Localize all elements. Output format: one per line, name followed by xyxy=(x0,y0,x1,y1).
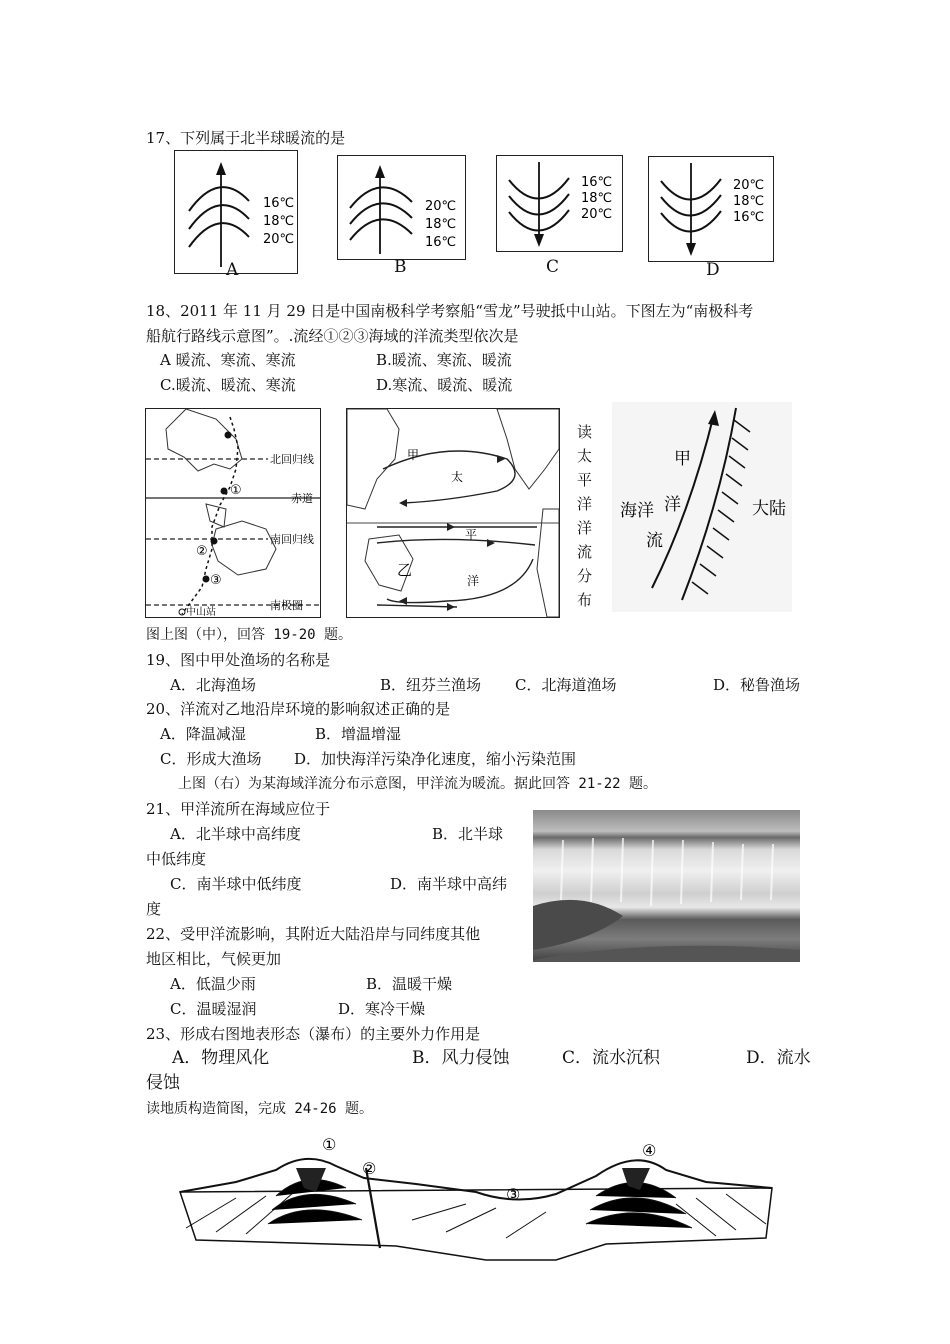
q17-label-d: D xyxy=(706,260,720,280)
map-right-jia: 甲 xyxy=(674,449,691,469)
geo-label-2: ② xyxy=(362,1159,377,1178)
q17-a-temp-1: 16℃ xyxy=(263,196,295,211)
q17-label-b: B xyxy=(394,257,407,277)
map-right-ocean: 海洋 xyxy=(620,501,654,521)
geologic-graphic xyxy=(176,1128,776,1262)
coastal-current-graphic xyxy=(612,402,792,612)
q19-20-intro: 图上图（中），回答 19-20 题。 xyxy=(146,627,353,643)
geologic-structure-diagram xyxy=(176,1128,776,1262)
q23-option-b: B．风力侵蚀 xyxy=(412,1048,510,1068)
q17-stem: 17、下列属于北半球暖流的是 xyxy=(146,129,346,147)
marker-1: ① xyxy=(230,483,242,498)
q21-stem: 21、甲洋流所在海域应位于 xyxy=(146,800,331,818)
geo-label-3: ③ xyxy=(506,1185,521,1204)
q19-option-d: D．秘鲁渔场 xyxy=(713,676,801,694)
q19-option-c: C．北海道渔场 xyxy=(515,676,617,694)
map-mid-tai: 太 xyxy=(451,470,464,484)
pacific-map-graphic xyxy=(347,409,559,617)
q17-c-temp-1: 16℃ xyxy=(581,175,613,190)
q18-line-1: 18、2011 年 11 月 29 日是中国南极科学考察船“雪龙”号驶抵中山站。下图左为“南极科考 xyxy=(146,302,754,320)
q17-c-temp-3: 20℃ xyxy=(581,207,613,222)
q21-22-intro: 上图（右）为某海域洋流分布示意图，甲洋流为暖流。据此回答 21-22 题。 xyxy=(178,776,657,792)
q17-d-temp-3: 16℃ xyxy=(733,210,765,225)
pacific-currents-map xyxy=(346,408,560,618)
q19-option-b: B．纽芬兰渔场 xyxy=(380,676,482,694)
q17-d-temp-1: 20℃ xyxy=(733,178,765,193)
q21-option-b-cont: 中低纬度 xyxy=(146,850,207,868)
q20-stem: 20、洋流对乙地沿岸环境的影响叙述正确的是 xyxy=(146,700,451,718)
q17-c-temp-2: 18℃ xyxy=(581,191,613,206)
q22-option-c: C．温暖湿润 xyxy=(170,1000,257,1018)
q23-stem: 23、形成右图地表形态（瀑布）的主要外力作用是 xyxy=(146,1025,481,1043)
q21-option-d: D．南半球中高纬 xyxy=(390,875,508,893)
vertical-caption: 读太平洋洋流分布 xyxy=(577,423,593,609)
q17-panel-d xyxy=(648,156,774,262)
tropic-of-capricorn-label: 南回归线 xyxy=(270,533,314,546)
q22-stem-1: 22、受甲洋流影响，其附近大陆沿岸与同纬度其他 xyxy=(146,925,481,943)
map-mid-yang: 洋 xyxy=(467,574,480,588)
geo-label-1: ① xyxy=(322,1135,337,1154)
q18-option-d: D.寒流、暖流、暖流 xyxy=(376,376,513,394)
q21-option-a: A．北半球中高纬度 xyxy=(170,825,301,843)
q17-label-c: C xyxy=(546,257,560,277)
isotherm-diagram-d xyxy=(649,157,773,261)
q23-option-d: D．流水 xyxy=(746,1048,811,1068)
equator-label: 赤道 xyxy=(291,492,313,505)
map-right-yang: 洋 xyxy=(664,495,681,515)
q17-b-temp-3: 16℃ xyxy=(425,235,457,250)
isotherm-diagram-b xyxy=(338,156,465,259)
marker-2: ② xyxy=(196,544,208,559)
marker-3: ③ xyxy=(210,573,222,588)
q19-option-a: A．北海渔场 xyxy=(170,676,256,694)
q22-option-d: D．寒冷干燥 xyxy=(338,1000,426,1018)
map-mid-jia: 甲 xyxy=(407,448,420,462)
q19-stem: 19、图中甲处渔场的名称是 xyxy=(146,651,331,669)
geo-label-4: ④ xyxy=(642,1141,657,1160)
isotherm-diagram-c xyxy=(497,156,622,251)
q17-a-temp-2: 18℃ xyxy=(263,214,295,229)
zhongshan-station-label: 中山站 xyxy=(186,607,216,617)
q18-option-a: A 暖流、寒流、寒流 xyxy=(160,351,296,369)
q23-option-a: A．物理风化 xyxy=(172,1048,270,1068)
q18-line-2: 船航行路线示意图”。.流经①②③海域的洋流类型依次是 xyxy=(146,327,519,345)
map-mid-yi: 乙 xyxy=(397,561,413,579)
route-map-graphic xyxy=(146,409,320,617)
q22-option-b: B．温暖干燥 xyxy=(366,975,453,993)
tropic-of-cancer-label: 北回归线 xyxy=(270,453,314,466)
q20-option-a: A．降温减湿 xyxy=(160,725,246,743)
map-right-land: 大陆 xyxy=(752,499,786,519)
waterfall-graphic xyxy=(533,810,800,962)
q17-panel-a xyxy=(174,150,298,274)
waterfall-photo xyxy=(533,810,800,962)
map-right-liu: 流 xyxy=(646,531,663,551)
q17-d-temp-2: 18℃ xyxy=(733,194,765,209)
q17-b-temp-1: 20℃ xyxy=(425,199,457,214)
q20-option-c: C．形成大渔场 xyxy=(160,750,262,768)
q22-stem-2: 地区相比，气候更加 xyxy=(146,950,282,968)
q17-panel-c xyxy=(496,155,623,252)
isotherm-diagram-a xyxy=(175,151,297,273)
antarctic-route-map xyxy=(145,408,321,618)
q17-a-temp-3: 20℃ xyxy=(263,232,295,247)
q18-option-b: B.暖流、寒流、暖流 xyxy=(376,351,512,369)
q17-b-temp-2: 18℃ xyxy=(425,217,457,232)
q18-option-c: C.暖流、暖流、寒流 xyxy=(160,376,296,394)
q24-26-intro: 读地质构造简图，完成 24-26 题。 xyxy=(146,1101,374,1117)
coastal-current-diagram xyxy=(612,402,792,612)
q20-option-d: D．加快海洋污染净化速度，缩小污染范围 xyxy=(294,750,577,768)
q21-option-c: C．南半球中低纬度 xyxy=(170,875,302,893)
q23-option-c: C．流水沉积 xyxy=(562,1048,661,1068)
map-mid-ping: 平 xyxy=(465,528,478,542)
q20-option-b: B．增温增湿 xyxy=(315,725,402,743)
q17-label-a: A xyxy=(226,260,239,280)
antarctic-circle-label: 南极圈 xyxy=(270,599,303,612)
q21-option-d-cont: 度 xyxy=(146,900,162,918)
q22-option-a: A．低温少雨 xyxy=(170,975,256,993)
q17-panel-b xyxy=(337,155,466,260)
q23-option-d-cont: 侵蚀 xyxy=(146,1073,180,1093)
q21-option-b: B．北半球 xyxy=(432,825,504,843)
